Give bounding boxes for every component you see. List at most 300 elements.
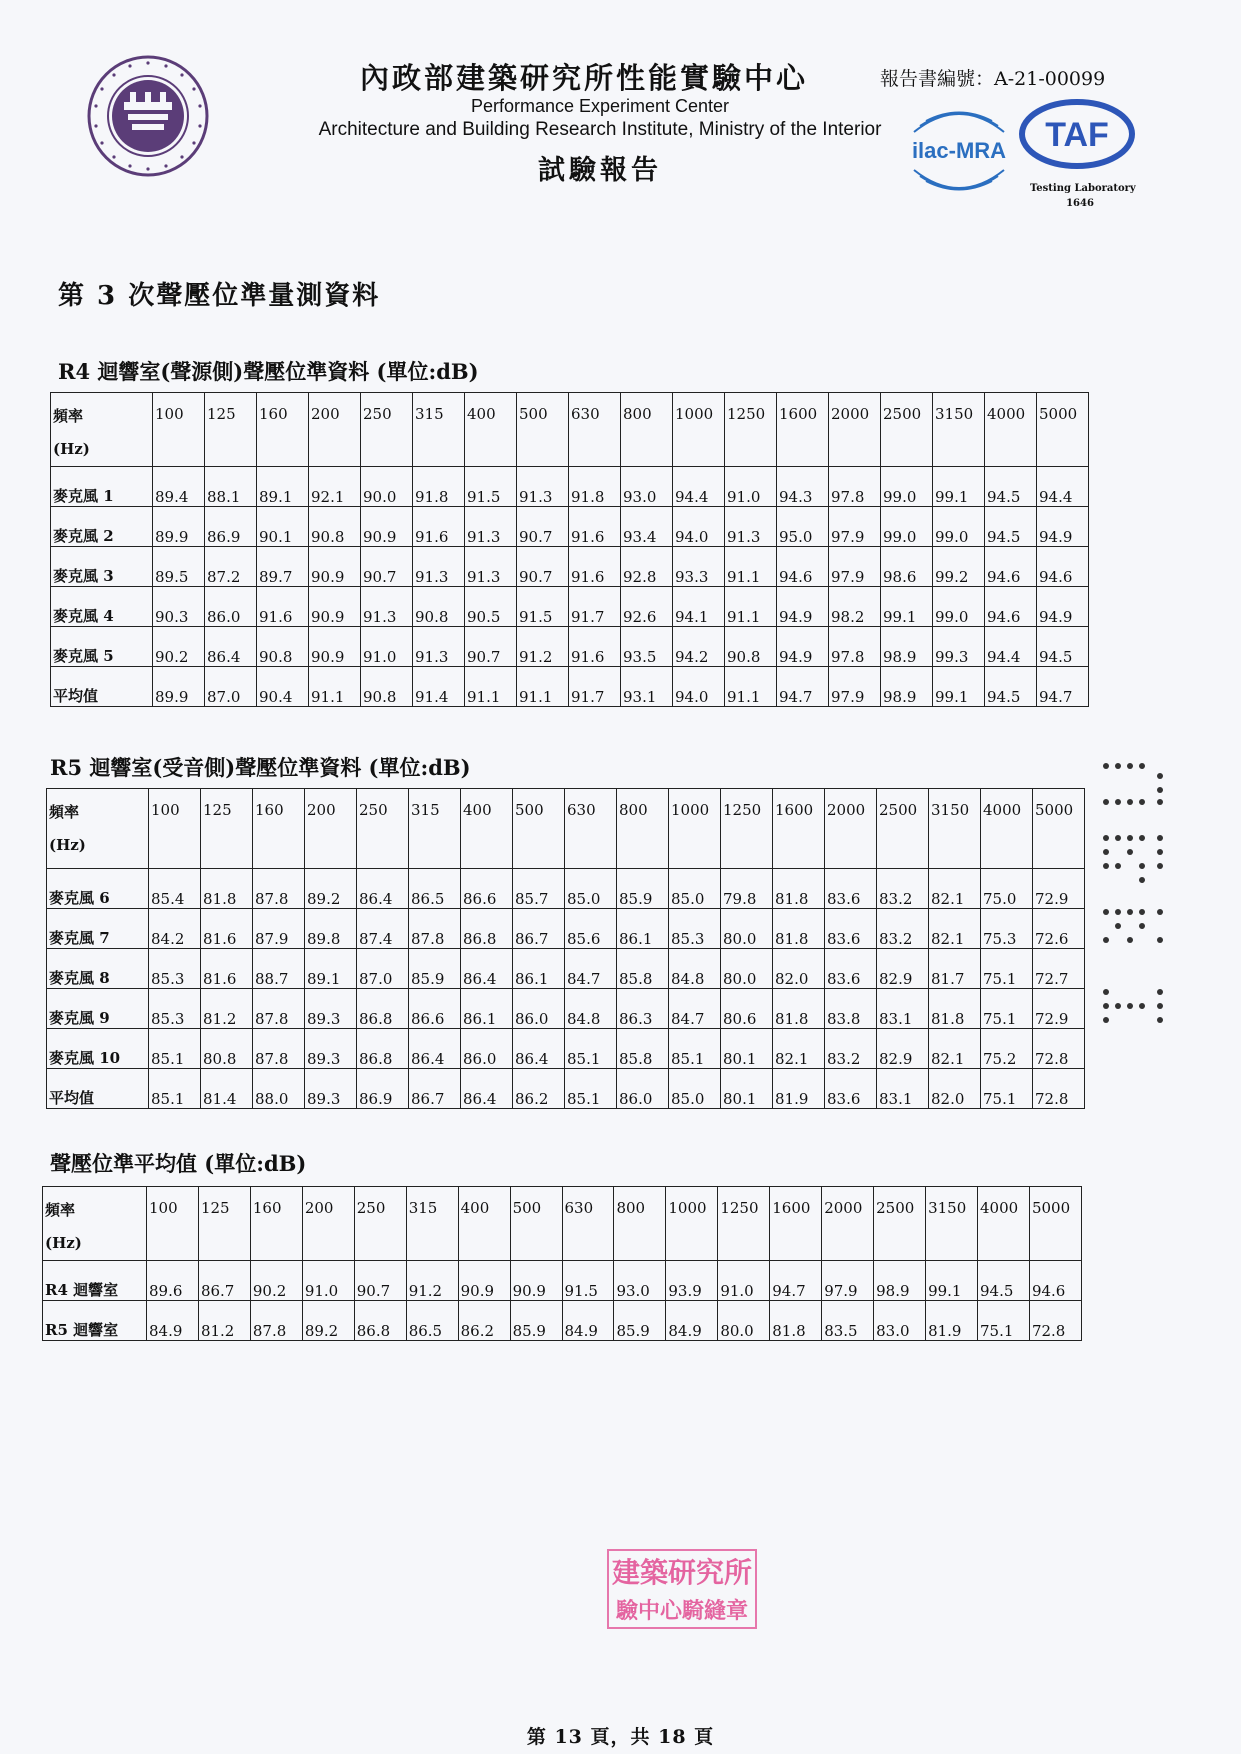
value-cell: 93.4 bbox=[621, 507, 673, 547]
institute-title-chinese: 內政部建築研究所性能實驗中心 bbox=[360, 61, 809, 95]
value-cell: 98.9 bbox=[881, 667, 933, 707]
row-label: 麥克風 5 bbox=[51, 627, 153, 667]
institute-seal-logo bbox=[86, 54, 210, 178]
value-cell: 97.8 bbox=[829, 627, 881, 667]
frequency-630: 630 bbox=[569, 393, 621, 467]
value-cell: 90.7 bbox=[517, 547, 569, 587]
value-cell: 94.4 bbox=[673, 467, 725, 507]
value-cell: 81.7 bbox=[929, 949, 981, 989]
value-cell: 94.2 bbox=[673, 627, 725, 667]
taf-logo bbox=[1018, 98, 1136, 170]
margin-dot-pattern bbox=[1100, 760, 1180, 1030]
value-cell: 81.2 bbox=[201, 989, 253, 1029]
value-cell: 93.5 bbox=[621, 627, 673, 667]
value-cell: 89.2 bbox=[305, 869, 357, 909]
value-cell: 82.0 bbox=[929, 1069, 981, 1109]
report-number: 報告書編號：A-21-00099 bbox=[880, 68, 1106, 90]
value-cell: 86.3 bbox=[617, 989, 669, 1029]
row-label: 麥克風 8 bbox=[47, 949, 149, 989]
value-cell: 99.1 bbox=[933, 467, 985, 507]
value-cell: 86.4 bbox=[461, 949, 513, 989]
value-cell: 94.6 bbox=[985, 587, 1037, 627]
value-cell: 99.0 bbox=[881, 507, 933, 547]
value-cell: 85.9 bbox=[510, 1301, 562, 1341]
value-cell: 90.9 bbox=[510, 1261, 562, 1301]
value-cell: 82.1 bbox=[929, 909, 981, 949]
frequency-500: 500 bbox=[513, 789, 565, 869]
value-cell: 86.6 bbox=[461, 869, 513, 909]
value-cell: 93.0 bbox=[621, 467, 673, 507]
value-cell: 82.1 bbox=[773, 1029, 825, 1069]
value-cell: 86.7 bbox=[409, 1069, 461, 1109]
value-cell: 94.0 bbox=[673, 507, 725, 547]
value-cell: 81.6 bbox=[201, 909, 253, 949]
frequency-1000: 1000 bbox=[669, 789, 721, 869]
value-cell: 91.0 bbox=[361, 627, 413, 667]
table-row bbox=[47, 949, 1085, 989]
value-cell: 87.8 bbox=[253, 989, 305, 1029]
value-cell: 94.4 bbox=[1037, 467, 1089, 507]
value-cell: 86.4 bbox=[357, 869, 409, 909]
value-cell: 89.2 bbox=[302, 1301, 354, 1341]
frequency-800: 800 bbox=[621, 393, 673, 467]
average-table-caption: 聲壓位準平均值 (單位:dB) bbox=[50, 1151, 307, 1176]
value-cell: 90.7 bbox=[517, 507, 569, 547]
value-cell: 91.5 bbox=[465, 467, 517, 507]
value-cell: 91.6 bbox=[413, 507, 465, 547]
svg-text:TAF: TAF bbox=[1045, 116, 1109, 154]
value-cell: 90.4 bbox=[257, 667, 309, 707]
value-cell: 84.9 bbox=[562, 1301, 614, 1341]
value-cell: 94.9 bbox=[1037, 587, 1089, 627]
value-cell: 72.8 bbox=[1033, 1069, 1085, 1109]
value-cell: 94.9 bbox=[777, 627, 829, 667]
stamp-line-2: 驗中心騎縫章 bbox=[615, 1598, 749, 1624]
value-cell: 93.1 bbox=[621, 667, 673, 707]
frequency-500: 500 bbox=[510, 1187, 562, 1261]
value-cell: 87.4 bbox=[357, 909, 409, 949]
value-cell: 80.0 bbox=[721, 909, 773, 949]
row-label: 平均值 bbox=[47, 1069, 149, 1109]
value-cell: 91.4 bbox=[413, 667, 465, 707]
value-cell: 86.8 bbox=[357, 1029, 409, 1069]
r5-sound-pressure-table bbox=[46, 788, 1085, 1109]
frequency-1600: 1600 bbox=[773, 789, 825, 869]
frequency-header-cell bbox=[47, 789, 149, 869]
value-cell: 95.0 bbox=[777, 507, 829, 547]
value-cell: 72.9 bbox=[1033, 989, 1085, 1029]
value-cell: 91.1 bbox=[725, 667, 777, 707]
frequency-200: 200 bbox=[309, 393, 361, 467]
value-cell: 84.8 bbox=[565, 989, 617, 1029]
value-cell: 84.9 bbox=[147, 1301, 199, 1341]
frequency-200: 200 bbox=[305, 789, 357, 869]
value-cell: 94.1 bbox=[673, 587, 725, 627]
frequency-160: 160 bbox=[253, 789, 305, 869]
value-cell: 93.3 bbox=[673, 547, 725, 587]
value-cell: 87.8 bbox=[253, 1029, 305, 1069]
frequency-header-row bbox=[43, 1187, 1082, 1261]
value-cell: 94.9 bbox=[777, 587, 829, 627]
value-cell: 98.2 bbox=[829, 587, 881, 627]
value-cell: 81.6 bbox=[201, 949, 253, 989]
value-cell: 85.9 bbox=[617, 869, 669, 909]
frequency-unit: (Hz) bbox=[49, 836, 86, 854]
frequency-2500: 2500 bbox=[874, 1187, 926, 1261]
row-label: R4 迴響室 bbox=[43, 1261, 147, 1301]
value-cell: 85.0 bbox=[669, 1069, 721, 1109]
value-cell: 94.7 bbox=[1037, 667, 1089, 707]
value-cell: 91.1 bbox=[725, 547, 777, 587]
value-cell: 86.6 bbox=[409, 989, 461, 1029]
value-cell: 91.6 bbox=[569, 507, 621, 547]
value-cell: 81.8 bbox=[773, 869, 825, 909]
value-cell: 91.0 bbox=[718, 1261, 770, 1301]
value-cell: 82.9 bbox=[877, 1029, 929, 1069]
frequency-3150: 3150 bbox=[929, 789, 981, 869]
value-cell: 86.5 bbox=[409, 869, 461, 909]
table-row bbox=[47, 869, 1085, 909]
value-cell: 97.9 bbox=[829, 547, 881, 587]
value-cell: 90.9 bbox=[458, 1261, 510, 1301]
value-cell: 90.7 bbox=[354, 1261, 406, 1301]
row-label: 平均值 bbox=[51, 667, 153, 707]
frequency-400: 400 bbox=[465, 393, 517, 467]
value-cell: 99.1 bbox=[926, 1261, 978, 1301]
value-cell: 94.5 bbox=[985, 507, 1037, 547]
value-cell: 91.7 bbox=[569, 587, 621, 627]
value-cell: 90.7 bbox=[465, 627, 517, 667]
value-cell: 90.9 bbox=[309, 547, 361, 587]
frequency-label: 頻率 bbox=[49, 803, 80, 821]
value-cell: 86.4 bbox=[205, 627, 257, 667]
value-cell: 94.5 bbox=[985, 667, 1037, 707]
value-cell: 84.7 bbox=[669, 989, 721, 1029]
table-row bbox=[51, 587, 1089, 627]
value-cell: 72.8 bbox=[1033, 1029, 1085, 1069]
value-cell: 99.2 bbox=[933, 547, 985, 587]
value-cell: 80.1 bbox=[721, 1029, 773, 1069]
value-cell: 81.8 bbox=[929, 989, 981, 1029]
taf-testing-laboratory-label: Testing Laboratory bbox=[1030, 183, 1136, 194]
value-cell: 91.1 bbox=[517, 667, 569, 707]
row-label: 麥克風 1 bbox=[51, 467, 153, 507]
value-cell: 85.9 bbox=[409, 949, 461, 989]
value-cell: 90.2 bbox=[153, 627, 205, 667]
value-cell: 86.4 bbox=[409, 1029, 461, 1069]
value-cell: 75.1 bbox=[981, 989, 1033, 1029]
value-cell: 85.0 bbox=[565, 869, 617, 909]
value-cell: 83.6 bbox=[825, 909, 877, 949]
frequency-315: 315 bbox=[413, 393, 465, 467]
value-cell: 86.4 bbox=[461, 1069, 513, 1109]
stamp-line-1: 建築研究所 bbox=[611, 1556, 753, 1589]
value-cell: 87.8 bbox=[253, 869, 305, 909]
page-number: 第 13 頁，共 18 頁 bbox=[526, 1726, 715, 1748]
value-cell: 82.1 bbox=[929, 1029, 981, 1069]
value-cell: 90.1 bbox=[257, 507, 309, 547]
value-cell: 94.5 bbox=[1037, 627, 1089, 667]
value-cell: 89.1 bbox=[257, 467, 309, 507]
value-cell: 91.1 bbox=[309, 667, 361, 707]
value-cell: 94.7 bbox=[777, 667, 829, 707]
value-cell: 87.8 bbox=[250, 1301, 302, 1341]
table-row bbox=[47, 1069, 1085, 1109]
value-cell: 84.7 bbox=[565, 949, 617, 989]
table-row bbox=[51, 667, 1089, 707]
value-cell: 72.8 bbox=[1029, 1301, 1081, 1341]
value-cell: 91.3 bbox=[413, 627, 465, 667]
value-cell: 91.6 bbox=[569, 627, 621, 667]
value-cell: 86.9 bbox=[357, 1069, 409, 1109]
row-label: 麥克風 7 bbox=[47, 909, 149, 949]
value-cell: 83.6 bbox=[825, 949, 877, 989]
value-cell: 84.9 bbox=[666, 1301, 718, 1341]
value-cell: 82.9 bbox=[877, 949, 929, 989]
frequency-5000: 5000 bbox=[1033, 789, 1085, 869]
value-cell: 87.0 bbox=[205, 667, 257, 707]
frequency-160: 160 bbox=[250, 1187, 302, 1261]
value-cell: 90.3 bbox=[153, 587, 205, 627]
value-cell: 97.8 bbox=[829, 467, 881, 507]
table-row bbox=[43, 1261, 1082, 1301]
value-cell: 94.6 bbox=[1029, 1261, 1081, 1301]
value-cell: 92.1 bbox=[309, 467, 361, 507]
row-label: 麥克風 2 bbox=[51, 507, 153, 547]
value-cell: 83.6 bbox=[825, 1069, 877, 1109]
value-cell: 81.9 bbox=[926, 1301, 978, 1341]
value-cell: 92.6 bbox=[621, 587, 673, 627]
value-cell: 88.7 bbox=[253, 949, 305, 989]
frequency-125: 125 bbox=[198, 1187, 250, 1261]
value-cell: 75.3 bbox=[981, 909, 1033, 949]
value-cell: 83.6 bbox=[825, 869, 877, 909]
r5-table-caption: R5 迴響室(受音側)聲壓位準資料 (單位:dB) bbox=[50, 755, 471, 780]
frequency-630: 630 bbox=[565, 789, 617, 869]
value-cell: 80.0 bbox=[718, 1301, 770, 1341]
value-cell: 94.9 bbox=[1037, 507, 1089, 547]
ilac-mra-logo bbox=[900, 92, 1018, 210]
frequency-1250: 1250 bbox=[725, 393, 777, 467]
value-cell: 86.8 bbox=[461, 909, 513, 949]
frequency-header-cell bbox=[43, 1187, 147, 1261]
value-cell: 93.0 bbox=[614, 1261, 666, 1301]
value-cell: 85.1 bbox=[565, 1069, 617, 1109]
value-cell: 85.0 bbox=[669, 869, 721, 909]
value-cell: 72.9 bbox=[1033, 869, 1085, 909]
value-cell: 91.3 bbox=[413, 547, 465, 587]
value-cell: 91.7 bbox=[569, 667, 621, 707]
value-cell: 86.8 bbox=[354, 1301, 406, 1341]
value-cell: 81.9 bbox=[773, 1069, 825, 1109]
frequency-160: 160 bbox=[257, 393, 309, 467]
frequency-400: 400 bbox=[458, 1187, 510, 1261]
value-cell: 81.8 bbox=[770, 1301, 822, 1341]
frequency-3150: 3150 bbox=[926, 1187, 978, 1261]
value-cell: 89.9 bbox=[153, 507, 205, 547]
value-cell: 72.7 bbox=[1033, 949, 1085, 989]
value-cell: 86.0 bbox=[461, 1029, 513, 1069]
frequency-800: 800 bbox=[614, 1187, 666, 1261]
value-cell: 94.5 bbox=[978, 1261, 1030, 1301]
value-cell: 99.0 bbox=[881, 467, 933, 507]
r4-table-caption: R4 迴響室(聲源側)聲壓位準資料 (單位:dB) bbox=[58, 359, 479, 384]
frequency-250: 250 bbox=[361, 393, 413, 467]
section-title: 第 3 次聲壓位準量測資料 bbox=[58, 281, 381, 311]
value-cell: 91.1 bbox=[725, 587, 777, 627]
value-cell: 89.3 bbox=[305, 1069, 357, 1109]
frequency-125: 125 bbox=[205, 393, 257, 467]
frequency-4000: 4000 bbox=[978, 1187, 1030, 1261]
frequency-header-cell bbox=[51, 393, 153, 467]
value-cell: 91.3 bbox=[465, 547, 517, 587]
table-row bbox=[47, 1029, 1085, 1069]
value-cell: 72.6 bbox=[1033, 909, 1085, 949]
value-cell: 87.8 bbox=[409, 909, 461, 949]
row-label: 麥克風 3 bbox=[51, 547, 153, 587]
frequency-unit: (Hz) bbox=[53, 440, 90, 458]
value-cell: 89.1 bbox=[305, 949, 357, 989]
value-cell: 86.7 bbox=[198, 1261, 250, 1301]
value-cell: 85.6 bbox=[565, 909, 617, 949]
value-cell: 90.2 bbox=[250, 1261, 302, 1301]
table-row bbox=[51, 507, 1089, 547]
frequency-1250: 1250 bbox=[721, 789, 773, 869]
value-cell: 81.2 bbox=[198, 1301, 250, 1341]
value-cell: 90.8 bbox=[257, 627, 309, 667]
value-cell: 83.2 bbox=[825, 1029, 877, 1069]
value-cell: 75.1 bbox=[981, 949, 1033, 989]
value-cell: 86.7 bbox=[513, 909, 565, 949]
value-cell: 80.6 bbox=[721, 989, 773, 1029]
value-cell: 97.9 bbox=[829, 507, 881, 547]
taf-lab-number: 1646 bbox=[1066, 198, 1094, 209]
frequency-1600: 1600 bbox=[770, 1187, 822, 1261]
value-cell: 89.5 bbox=[153, 547, 205, 587]
frequency-100: 100 bbox=[153, 393, 205, 467]
value-cell: 91.8 bbox=[569, 467, 621, 507]
value-cell: 91.5 bbox=[562, 1261, 614, 1301]
value-cell: 89.3 bbox=[305, 1029, 357, 1069]
value-cell: 85.3 bbox=[149, 949, 201, 989]
frequency-5000: 5000 bbox=[1029, 1187, 1081, 1261]
value-cell: 86.1 bbox=[617, 909, 669, 949]
frequency-1000: 1000 bbox=[666, 1187, 718, 1261]
value-cell: 99.0 bbox=[933, 507, 985, 547]
frequency-125: 125 bbox=[201, 789, 253, 869]
value-cell: 90.5 bbox=[465, 587, 517, 627]
value-cell: 99.1 bbox=[933, 667, 985, 707]
value-cell: 75.2 bbox=[981, 1029, 1033, 1069]
value-cell: 86.5 bbox=[406, 1301, 458, 1341]
table-row bbox=[43, 1301, 1082, 1341]
value-cell: 91.0 bbox=[302, 1261, 354, 1301]
value-cell: 88.0 bbox=[253, 1069, 305, 1109]
value-cell: 75.0 bbox=[981, 869, 1033, 909]
value-cell: 83.2 bbox=[877, 869, 929, 909]
value-cell: 86.8 bbox=[357, 989, 409, 1029]
institute-seal-stamp bbox=[604, 1546, 760, 1632]
value-cell: 85.1 bbox=[149, 1069, 201, 1109]
value-cell: 86.4 bbox=[513, 1029, 565, 1069]
value-cell: 84.8 bbox=[669, 949, 721, 989]
frequency-header-row bbox=[47, 789, 1085, 869]
frequency-1000: 1000 bbox=[673, 393, 725, 467]
value-cell: 86.1 bbox=[461, 989, 513, 1029]
frequency-500: 500 bbox=[517, 393, 569, 467]
value-cell: 91.3 bbox=[517, 467, 569, 507]
value-cell: 85.1 bbox=[669, 1029, 721, 1069]
value-cell: 92.8 bbox=[621, 547, 673, 587]
value-cell: 91.8 bbox=[413, 467, 465, 507]
frequency-250: 250 bbox=[357, 789, 409, 869]
value-cell: 85.8 bbox=[617, 1029, 669, 1069]
value-cell: 85.1 bbox=[149, 1029, 201, 1069]
value-cell: 86.1 bbox=[513, 949, 565, 989]
r4-sound-pressure-table bbox=[50, 392, 1089, 707]
value-cell: 90.9 bbox=[361, 507, 413, 547]
value-cell: 91.2 bbox=[406, 1261, 458, 1301]
value-cell: 85.4 bbox=[149, 869, 201, 909]
frequency-315: 315 bbox=[409, 789, 461, 869]
value-cell: 87.9 bbox=[253, 909, 305, 949]
value-cell: 97.9 bbox=[822, 1261, 874, 1301]
value-cell: 98.9 bbox=[881, 627, 933, 667]
frequency-unit: (Hz) bbox=[45, 1234, 82, 1252]
value-cell: 75.1 bbox=[981, 1069, 1033, 1109]
value-cell: 81.8 bbox=[773, 909, 825, 949]
frequency-630: 630 bbox=[562, 1187, 614, 1261]
value-cell: 87.0 bbox=[357, 949, 409, 989]
value-cell: 85.3 bbox=[669, 909, 721, 949]
value-cell: 93.9 bbox=[666, 1261, 718, 1301]
frequency-100: 100 bbox=[147, 1187, 199, 1261]
value-cell: 83.0 bbox=[874, 1301, 926, 1341]
row-label: 麥克風 10 bbox=[47, 1029, 149, 1069]
value-cell: 89.7 bbox=[257, 547, 309, 587]
table-row bbox=[51, 467, 1089, 507]
frequency-1250: 1250 bbox=[718, 1187, 770, 1261]
value-cell: 99.1 bbox=[881, 587, 933, 627]
value-cell: 83.1 bbox=[877, 1069, 929, 1109]
value-cell: 82.0 bbox=[773, 949, 825, 989]
value-cell: 91.5 bbox=[517, 587, 569, 627]
frequency-4000: 4000 bbox=[981, 789, 1033, 869]
value-cell: 94.5 bbox=[985, 467, 1037, 507]
value-cell: 90.9 bbox=[309, 627, 361, 667]
value-cell: 94.0 bbox=[673, 667, 725, 707]
value-cell: 98.9 bbox=[874, 1261, 926, 1301]
table-row bbox=[51, 547, 1089, 587]
value-cell: 89.6 bbox=[147, 1261, 199, 1301]
frequency-header-row bbox=[51, 393, 1089, 467]
value-cell: 83.5 bbox=[822, 1301, 874, 1341]
value-cell: 83.1 bbox=[877, 989, 929, 1029]
value-cell: 89.9 bbox=[153, 667, 205, 707]
value-cell: 83.8 bbox=[825, 989, 877, 1029]
value-cell: 81.8 bbox=[773, 989, 825, 1029]
value-cell: 85.7 bbox=[513, 869, 565, 909]
value-cell: 91.6 bbox=[257, 587, 309, 627]
value-cell: 86.9 bbox=[205, 507, 257, 547]
frequency-5000: 5000 bbox=[1037, 393, 1089, 467]
value-cell: 83.2 bbox=[877, 909, 929, 949]
value-cell: 94.6 bbox=[777, 547, 829, 587]
value-cell: 94.7 bbox=[770, 1261, 822, 1301]
value-cell: 91.3 bbox=[361, 587, 413, 627]
table-row bbox=[47, 989, 1085, 1029]
value-cell: 99.3 bbox=[933, 627, 985, 667]
